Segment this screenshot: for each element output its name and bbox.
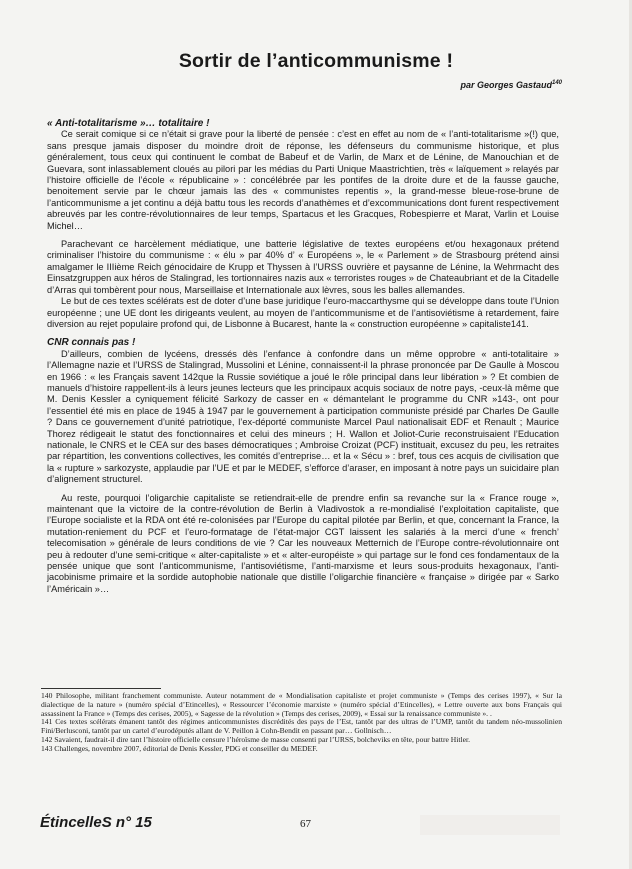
section-heading: CNR connais pas ! bbox=[47, 337, 136, 349]
paragraph: D’ailleurs, combien de lycéens, dressés dès l’enfance à confondre dans un même opprobre « anti-totalitaire » l’Allemagne nazie et l’URSS de Stalingrad, Mussolini et Lénine, connaissent-il la phrase prononcée par De Gaulle à Moscou en 1966 : « les Français savent 142que la Russie soviétique a joué le rôle principal dans leur libération » ? Et combien de manuels d’histoire rappellent-ils à leurs jeunes lecteurs que les principaux acquis sociaux de notre pays, -ceux-là même que M. Denis Kessler a cyniquement félicité Sarkozy de casser en « démantelant le programme du CNR »143-, ont pour l’essentiel été mis en place de 1945 à 1947 par le gouvernement à participation communiste présidé par Charles De Gaulle ? Dans ce gouvernement d’unité patriotique, l’ex-déporté communiste Marcel Paul nationalisait EDF et Renault ; Maurice Thorez rédigeait le statut des fonctionnaires et celui des mineurs ; H. Wallon et Joliot-Curie reconstruisaient l’Education nationale, le CNRS et le CEA sur des bases démocratiques ; Ambroise Croizat (PCF) instituait, excusez du peu, les retraites par répartition, les conventions collectives, les comités d’entreprise… et la « Sécu » : bref, tous ces acquis de civilisation que la « rupture » sarkozyste, applaudie par l’UE et par le MEDEF, s’efforce d’araser, en imposant à notre pays un suicidaire plan d’alignement structurel. bbox=[47, 348, 559, 485]
footnotes bbox=[41, 688, 562, 754]
byline bbox=[460, 80, 562, 90]
footnote: 141 Ces textes scélérats émanent tantôt des régimes anticommunistes discrédités des pays de l’Est, tantôt par des ultras de l’UMP, tantôt du tandem néo-mussolinien Fini/Berlusconi, tantôt par un cartel d’eurodéputés allant de V. Peillon à Cohn-Bendit en passant par… Gollnisch… bbox=[41, 717, 562, 736]
footnote: 140 Philosophe, militant franchement communiste. Auteur notamment de « Mondialisation capitaliste et projet communiste » (Temps des cerises 1997), « Sur la dialectique de la nature » (numéro spécial d’Etincelles), « Ressourcer l’économie marxiste » (numéro spécial d’Etincelles), « Lettre ouverte aux bons Français qui assassinent la France » (Temps des cerises, 2005), « Sagesse de la révolution » (Temps des cerises, 2009), « Essai sur la renaissance communiste ». . bbox=[41, 691, 562, 718]
footnote: 143 Challenges, novembre 2007, éditorial de Denis Kessler, PDG et conseiller du MEDEF. bbox=[41, 743, 318, 753]
article-body bbox=[47, 118, 559, 595]
footnote-ref-140: 140 bbox=[551, 80, 562, 86]
paragraph: Le but de ces textes scélérats est de doter d’une base juridique l’euro-maccarthysme qui se développe dans toute l’Union européenne ; une UE dont les dirigeants veulent, au moyen de l’anticommunisme et de l’antisoviétisme à retardement, faire diversion au rejet populaire profond qui, de Lisbonne à Bucarest, hante la « construction européenne » capitaliste141. bbox=[47, 296, 559, 329]
paragraph: Ce serait comique si ce n’était si grave pour la liberté de pensée : c’est en effet au nom de « l’anti-totalitarisme »(!) que, sans presque jamais disposer du moindre droit de réponse, les défenseurs du communisme historique, et plus généralement, tous ceux qui continuent le combat de Babeuf et de Varlin, de Marx et de Lénine, de Manouchian et de Guevara, sont inlassablement cloués au pilori par les médias du Parti Unique Maastrichtien, très « laïquement » relayés par l’histoire officielle de l’école « républicaine » : concélébrée par les pontifes de la droite dure et de la fausse gauche, benoitement servie par le chœur jamais las des « communistes repentis », la grand-messe bleue-rose-brune de l’anticommunisme a jet continu a déjà battu tous les records d’anathèmes et d’excommunications dont furent respectivement abreuvés par les contre-révolutionnaires de leur temps, Spartacus et les Gracques, Robespierre et Marat, Varlin et Louise Michel… bbox=[47, 129, 559, 231]
section-heading: « Anti-totalitarisme »… totalitaire ! bbox=[47, 118, 210, 129]
article-title: Sortir de l’anticommunisme ! bbox=[178, 50, 454, 72]
footnote-divider bbox=[41, 688, 161, 689]
author-name: par Georges Gastaud bbox=[460, 80, 552, 90]
page-number: 67 bbox=[300, 818, 311, 830]
footnote: 142 Savaient, faudrait-il dire tant l’histoire officielle censure l’héroïsme de masse consenti par l’URSS, bolcheviks en tête, pour battre Hitler. bbox=[41, 734, 470, 744]
paragraph: Parachevant ce harcèlement médiatique, une batterie législative de textes européens et/ou hexagonaux prétend criminaliser l’histoire du communisme : « élu » par 40% d’ « Européens », le « Parlement » de Strasbourg prétend ainsi amalgamer le IIIième Reich génocidaire de Krupp et Thyssen à l’URSS ouvrière et paysanne de Lénine, la Wehrmacht des Einsatzgruppen aux héros de Stalingrad, les tortionnaires nazis aux « terroristes rouges » de Chateaubriant et de la Citadelle d’Arras qui tombèrent pour nous, Marseillaise et Internationale aux lèvres, sous les balles allemandes. bbox=[47, 239, 559, 295]
paragraph: Au reste, pourquoi l’oligarchie capitaliste se retiendrait-elle de prendre enfin sa revanche sur la « France rouge », maintenant que la victoire de la contre-révolution de Berlin à Vladivostok a re-mondialisé l’exploitation capitaliste, que l’Europe socialiste et la RDA ont été re-colonisées par l’Europe du capital pilotée par Berlin, et que, concernant la France, la mutation-reniement du PCF et l’euro-formatage de l’état-major CGT laissent les salariés à la merci d’une « french’ telecomisation » générale de leurs conditions de vie ? Car les nouveaux Metternich de l’Europe contre-révolutionnaire ont peu à redouter d’une semi-critique « alter-capitaliste » et « alter-européiste » qui partage sur le fond ces fondamentaux de la pensée unique que sont l’anticommunisme, l’antisoviétisme, l’anti-marxisme et leurs sous-produits hexagonaux, l’anti-jacobinisme primaire et la sordide autophobie nationale que distille l’oligarchie financière « française » dirigée par « Sarko l’Américain »… bbox=[47, 492, 559, 594]
journal-name: ÉtincelleS n° 15 bbox=[40, 814, 152, 831]
bleed-through bbox=[420, 815, 560, 835]
